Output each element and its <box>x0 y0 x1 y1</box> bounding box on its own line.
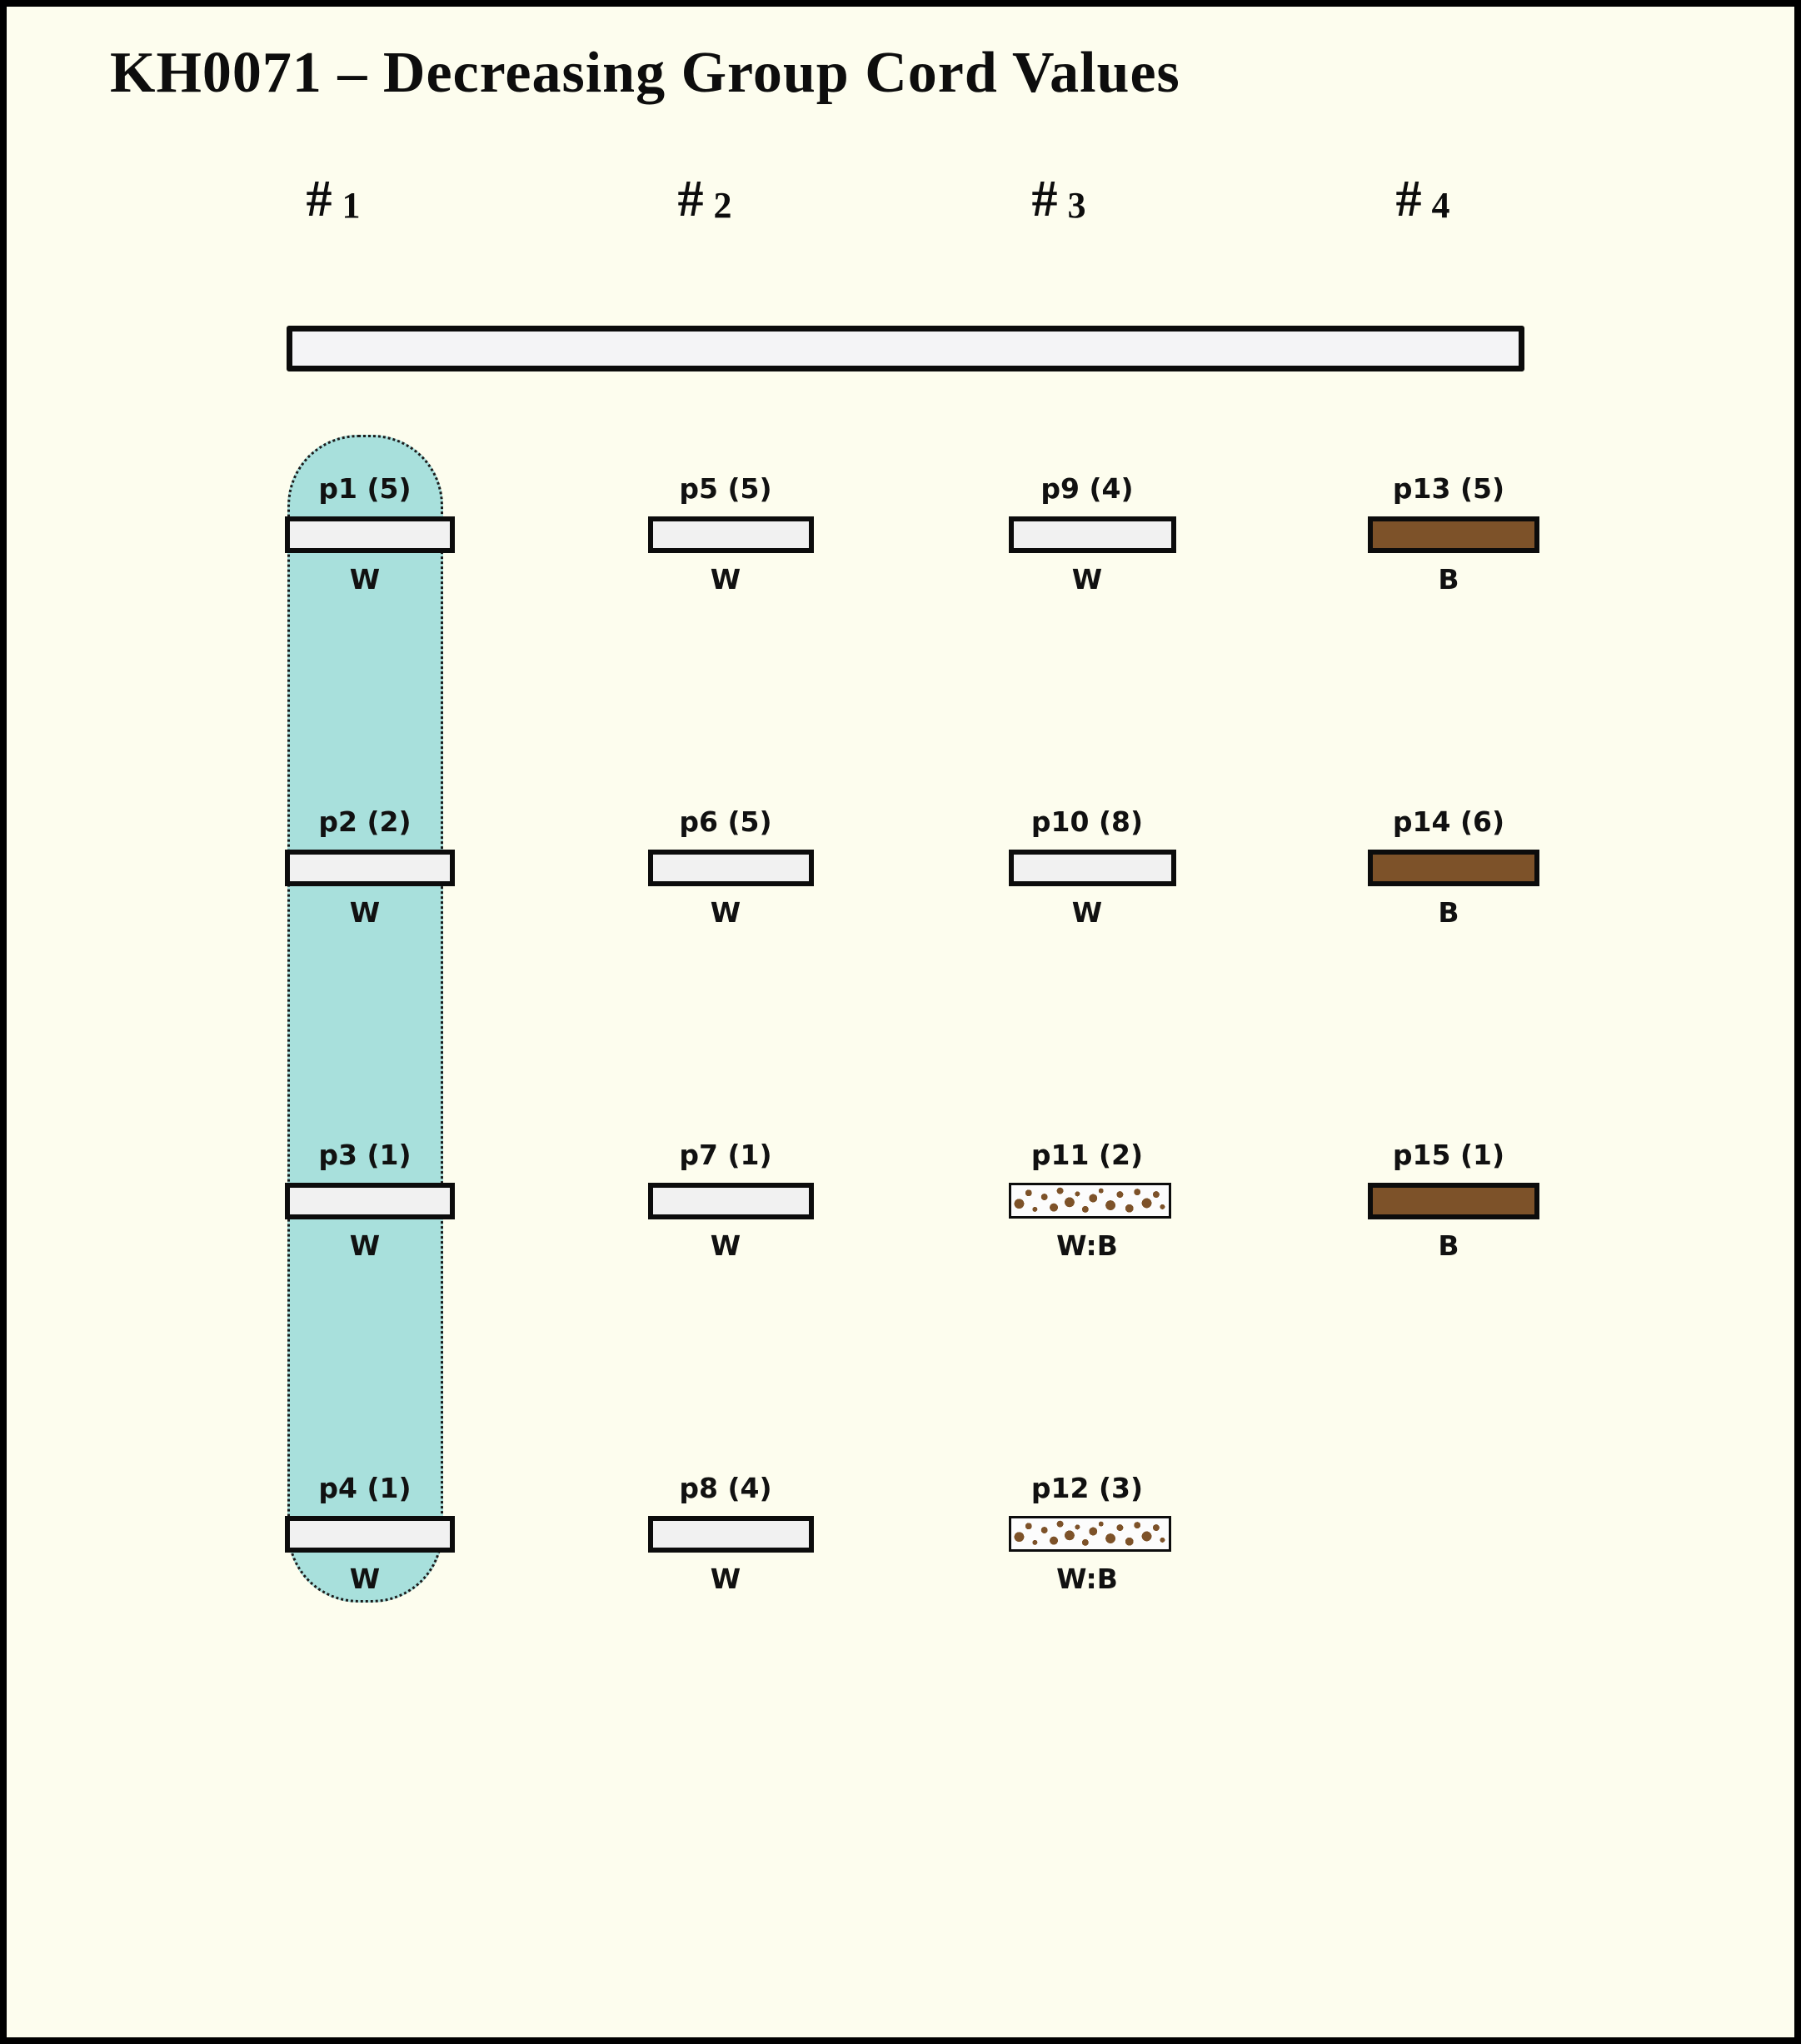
cord-bar <box>1368 516 1539 553</box>
cord-label: p12 (3) <box>1030 1472 1144 1504</box>
color-code-label: W <box>710 1563 741 1595</box>
cord-bar <box>1368 1183 1539 1219</box>
cord-label: p7 (1) <box>679 1139 772 1171</box>
cord-label: p10 (8) <box>1030 805 1144 838</box>
cord-bar <box>285 1516 455 1553</box>
cord-label: p15 (1) <box>1392 1139 1505 1171</box>
cord-bar <box>1009 516 1176 553</box>
cord-bar <box>648 516 814 553</box>
cord-label: p13 (5) <box>1392 472 1505 505</box>
cord-bar <box>648 850 814 886</box>
hash-symbol: # <box>1395 171 1422 227</box>
color-code-label: W <box>1071 563 1103 596</box>
cord-label: p1 (5) <box>318 472 412 505</box>
color-code-label: W <box>1071 896 1103 929</box>
cord-label: p3 (1) <box>318 1139 412 1171</box>
color-code-label: W <box>710 896 741 929</box>
cord-bar <box>648 1183 814 1219</box>
cord-bar <box>1009 1183 1171 1219</box>
cord-bar <box>285 516 455 553</box>
color-code-label: B <box>1438 1229 1459 1262</box>
cord-label: p14 (6) <box>1392 805 1505 838</box>
cord-label: p9 (4) <box>1040 472 1134 505</box>
column-number: 4 <box>1431 185 1450 226</box>
diagram-title: KH0071 – Decreasing Group Cord Values <box>110 41 1180 105</box>
hash-symbol: # <box>677 171 704 227</box>
cord-bar <box>285 850 455 886</box>
cord-label: p4 (1) <box>318 1472 412 1504</box>
cord-bar <box>648 1516 814 1553</box>
color-code-label: W <box>710 563 741 596</box>
column-header-1 <box>307 173 361 225</box>
color-code-label: B <box>1438 563 1459 596</box>
column-header-4 <box>1396 173 1450 225</box>
color-code-label: W <box>349 563 381 596</box>
cord-label: p11 (2) <box>1030 1139 1144 1171</box>
color-code-label: W <box>349 896 381 929</box>
cord-bar <box>1009 850 1176 886</box>
color-code-label: W <box>710 1229 741 1262</box>
column-header-3 <box>1032 173 1086 225</box>
cord-label: p6 (5) <box>679 805 772 838</box>
cord-label: p2 (2) <box>318 805 412 838</box>
color-code-label: W:B <box>1056 1229 1118 1262</box>
color-code-label: W <box>349 1563 381 1595</box>
group-highlight-capsule <box>287 435 443 1603</box>
cord-label: p8 (4) <box>679 1472 772 1504</box>
column-number: 2 <box>713 185 732 226</box>
column-header-2 <box>678 173 732 225</box>
color-code-label: B <box>1438 896 1459 929</box>
cord-bar <box>1368 850 1539 886</box>
hash-symbol: # <box>306 171 332 227</box>
cord-bar <box>285 1183 455 1219</box>
group-cord-bar <box>287 326 1524 371</box>
cord-bar <box>1009 1516 1171 1552</box>
color-code-label: W <box>349 1229 381 1262</box>
color-code-label: W:B <box>1056 1563 1118 1595</box>
cord-label: p5 (5) <box>679 472 772 505</box>
hash-symbol: # <box>1031 171 1058 227</box>
column-number: 3 <box>1067 185 1086 226</box>
column-number: 1 <box>342 185 361 226</box>
